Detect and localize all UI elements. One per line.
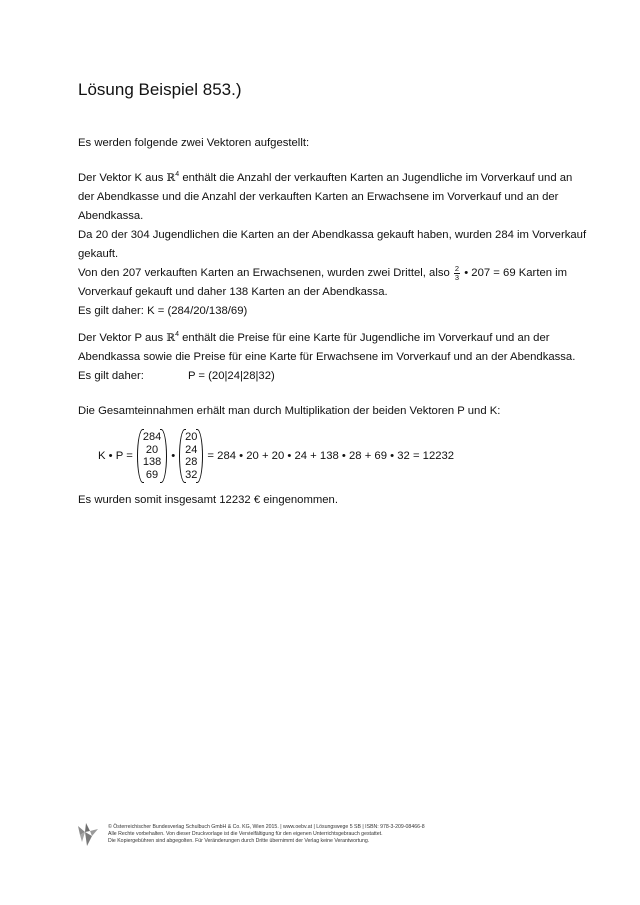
k-line-3: Abendkassa.: [78, 210, 144, 222]
k-line-2: der Abendkasse und die Anzahl der verkauften Karten an Erwachsene im Vorverkauf und an der: [78, 191, 559, 203]
equation-lhs: K • P =: [98, 450, 133, 462]
real-numbers-symbol: ℝ: [166, 172, 176, 184]
k-column-vector: [137, 428, 167, 484]
fraction-numerator: 2: [454, 263, 460, 273]
k-line-7: Vorverkauf gekauft und daher 138 Karten an der Abendkassa.: [78, 286, 388, 298]
k-line-5: gekauft.: [78, 248, 119, 260]
p-line-1-pre: Der Vektor P aus: [78, 332, 167, 344]
equation-rhs: = 284 • 20 + 20 • 24 + 138 • 28 + 69 • 32 = 12232: [207, 450, 455, 462]
k-line-4: Da 20 der 304 Jugendlichen die Karten an der Abendkassa gekauft haben, wurden 284 im Vorverkauf: [78, 229, 587, 241]
publisher-logo-icon: [76, 820, 100, 848]
k-line-6-post: • 207 = 69 Karten im: [461, 267, 568, 279]
p-vector-entry: 28: [185, 456, 198, 468]
k-line-6-pre: Von den 207 verkauften Karten an Erwachsenen, wurden zwei Drittel, also: [78, 267, 453, 279]
copyright-footer: [108, 824, 425, 846]
k-vector-entry: 138: [142, 456, 162, 468]
p-line-3-value: P = (20|24|28|32): [187, 370, 275, 382]
conclusion-text: Es wurden somit insgesamt 12232 € eingenommen.: [78, 494, 338, 506]
k-line-6: [78, 264, 567, 283]
footer-line-1: © Österreichischer Bundesverlag Schulbuch GmbH & Co. KG, Wien 2015. | www.oebv.at | Lösungswege 5 SB | ISBN: 978-3-209-08466-8: [108, 824, 425, 830]
p-column-vector: [179, 428, 203, 484]
p-line-1: [78, 329, 550, 348]
footer-line-2: Alle Rechte vorbehalten. Von dieser Druckvorlage ist die Vervielfältigung für den eigenen Unterrichtsgebrauch gestattet.: [108, 831, 383, 838]
exponent: 4: [175, 331, 179, 338]
p-line-1-post: enthält die Preise für eine Karte für Jugendliche im Vorverkauf und an der: [178, 332, 550, 344]
p-vector-entry: 24: [185, 443, 198, 456]
k-line-8: Es gilt daher: K = (284/20/138/69): [78, 305, 248, 317]
p-vector-entry: 20: [185, 431, 198, 443]
p-line-3: [78, 367, 275, 386]
k-vector-entry: 69: [145, 468, 159, 481]
real-numbers-symbol: ℝ: [166, 332, 176, 344]
dot-operator: •: [171, 450, 176, 462]
multiplication-equation: [98, 428, 454, 484]
k-vector-entry: 284: [142, 431, 162, 443]
page-title: Lösung Beispiel 853.): [78, 80, 242, 99]
exponent: 4: [175, 171, 180, 178]
p-line-3-label: Es gilt daher:: [78, 370, 144, 382]
fraction-two-thirds: [454, 265, 460, 282]
p-vector-entry: 32: [185, 468, 198, 481]
total-intro: Die Gesamteinnahmen erhält man durch Multiplikation der beiden Vektoren P und K:: [78, 405, 501, 417]
k-vector-entry: 20: [145, 443, 159, 456]
k-line-1: [78, 169, 572, 188]
footer-line-3: Die Kopiergebühren sind abgegolten. Für Veränderungen durch Dritte übernimmt der Verlag keine Verantwortung.: [108, 838, 370, 845]
intro-text: Es werden folgende zwei Vektoren aufgestellt:: [78, 137, 310, 149]
k-line-1-post: enthält die Anzahl der verkauften Karten an Jugendliche im Vorverkauf und an: [179, 172, 573, 184]
fraction-denominator: 3: [454, 272, 460, 282]
p-line-2: Abendkassa sowie die Preise für eine Karte für Erwachsene im Vorverkauf und an der Abendkassa.: [78, 351, 576, 363]
k-line-1-pre: Der Vektor K aus: [78, 172, 167, 184]
